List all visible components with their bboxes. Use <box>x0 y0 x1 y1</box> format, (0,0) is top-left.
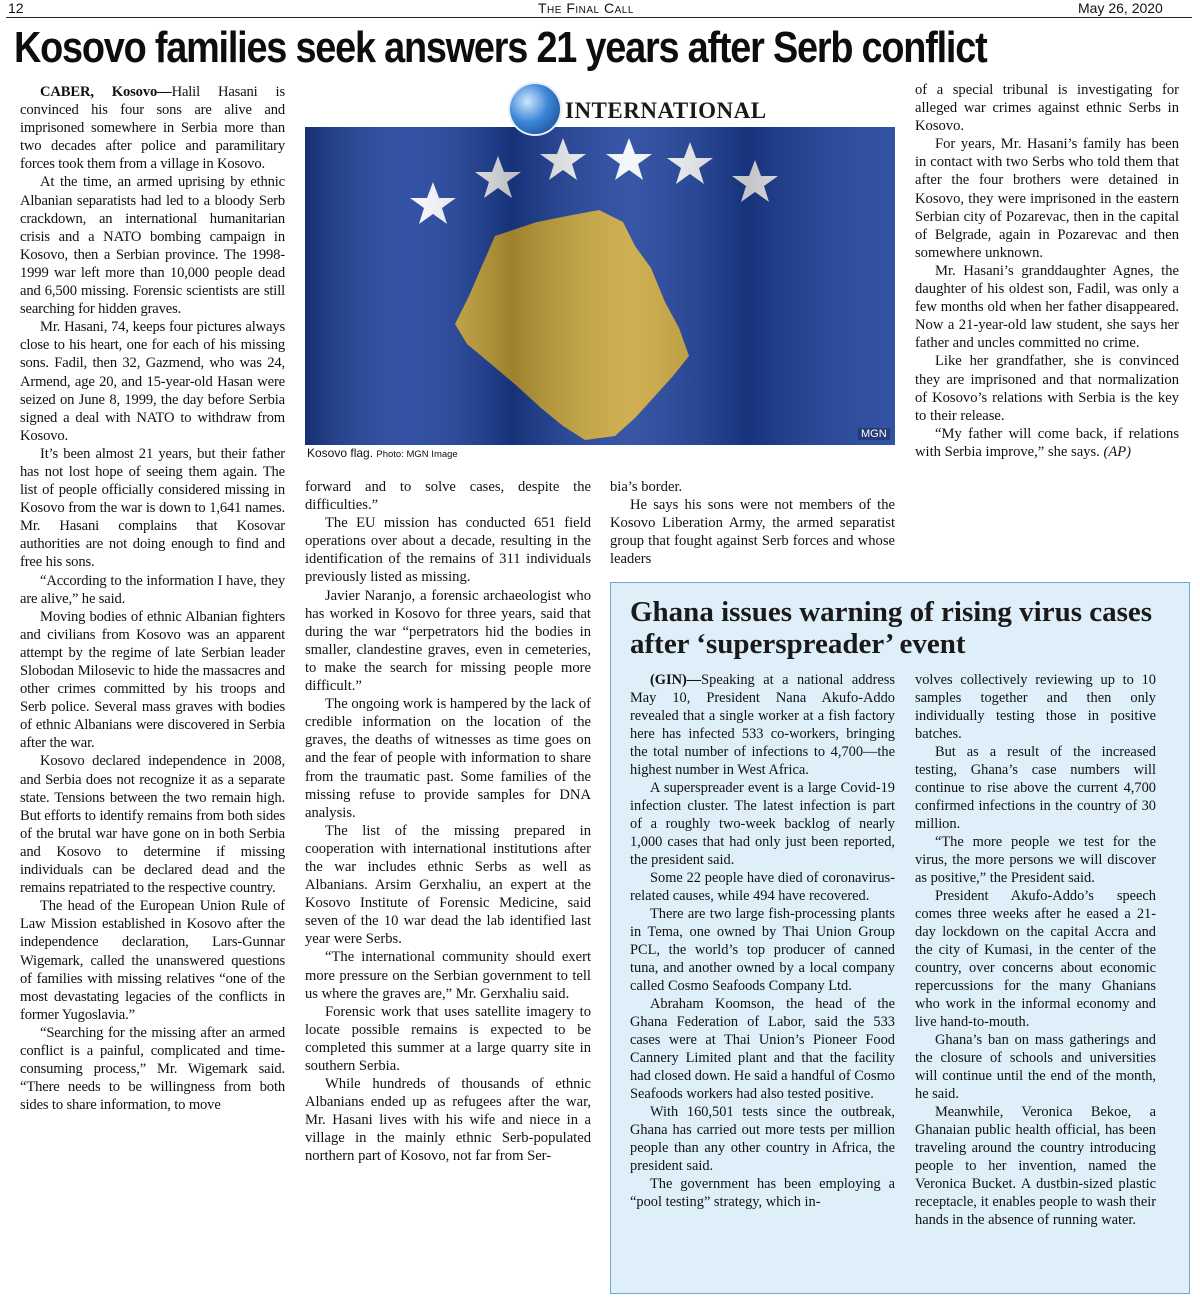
issue-date: May 26, 2020 <box>1078 0 1163 16</box>
dateline: CABER, Kosovo— <box>40 84 172 100</box>
paragraph: “Searching for the missing after an armed conflict is a painful, complicated and time-consuming process,” Mr. Wigemark said. “There needs to be willingness from both sides to share information, to move <box>20 1024 285 1114</box>
paragraph: Mr. Hasani, 74, keeps four pictures always close to his heart, one for each of his missing sons. Fadil, then 32, Gazmend, who was 24, Armend, age 20, and 15-year-old Hasan were seized on June 8, 1999, the day before Serbia signed a deal with NATO to withdraw from Kosovo. <box>20 319 285 444</box>
wire-credit: (AP) <box>1103 443 1132 460</box>
paragraph: Abraham Koomson, the head of the Ghana Federation of Labor, said the 533 cases were at Thai Union’s Pioneer Food Cannery Limited plant and that the facility had closed down. He said a handful of Cosmo Seafoods workers had also tested positive. <box>630 996 895 1102</box>
paragraph: The head of the European Union Rule of Law Mission established in Kosovo after the independence declaration, Lars-Gunnar Wigemark, called the unanswered questions of families with missing relatives “one of the most devastating legacies of the conflicts in former Yugoslavia.” <box>20 898 285 1023</box>
paragraph: Moving bodies of ethnic Albanian fighters and civilians from Kosovo was an apparent attempt by the regime of late Serbian leader Slobodan Milosevic to hide the massacres and other crimes committed by his troops and Serb police. Several mass graves with bodies of ethnic Albanians were discovered in Serbia after the war. <box>20 608 285 752</box>
story1-column-2 <box>305 478 591 1166</box>
paragraph: The government has been employing a “pool testing” strategy, which in- <box>630 1176 895 1210</box>
photo-caption: Kosovo flag. Photo: MGN Image <box>307 446 458 460</box>
paragraph: Ghana’s ban on mass gatherings and the closure of schools and universities will continue until the end of the month, he said. <box>915 1032 1156 1102</box>
flag-illustration <box>305 118 895 445</box>
paragraph: The list of the missing prepared in cooperation with international institutions after the war includes ethnic Serbs as well as Albanians. Arsim Gerxhaliu, an expert at the Kosovo Institute of Forensic Medicine, said seven of the 10 war dead the lab identified last year were Serbs. <box>305 822 591 948</box>
paragraph: of a special tribunal is investigating for alleged war crimes against ethnic Serbs in Kosovo. <box>915 82 1179 135</box>
story2-column-1 <box>630 671 895 1211</box>
fabric-shading <box>305 118 895 445</box>
paragraph: Like her grandfather, she is convinced they are imprisoned and that normalization of Kosovo’s relations with Serbia is the key to their release. <box>915 353 1179 424</box>
paragraph: The ongoing work is hampered by the lack of credible information on the location of the graves, the deaths of witnesses as time goes on and the fear of people with information to share from the traumatic past. Some families of the missing refuse to provide samples for DNA analysis. <box>305 696 591 821</box>
page-number: 12 <box>8 0 24 16</box>
paragraph: There are two large fish-processing plants in Tema, one owned by Thai Union Group PCL, the world’s top producer of canned tuna, and another owned by a local company called Cosmo Seafoods Company Ltd. <box>630 906 895 994</box>
paragraph: President Akufo-Addo’s speech comes three weeks after he eased a 21-day lockdown on the capital Accra and the city of Kumasi, in the center of the country, over concerns about economic repercussions for the many Ghanians who work in the informal economy and live hand-to-mouth. <box>915 888 1156 1030</box>
paragraph: Javier Naranjo, a forensic archaeologist who has worked in Kosovo for three years, said that during the war “perpetrators hid the bodies in smaller, clandestine graves, even in cemeteries, to make the search for missing people more difficult.” <box>305 587 591 695</box>
paragraph: forward and to solve cases, despite the difficulties.” <box>305 479 591 514</box>
paragraph: “The more people we test for the virus, the more persons we will discover as positive,” the President said. <box>915 834 1156 886</box>
paragraph: While hundreds of thousands of ethnic Albanians ended up as refugees after the war, Mr. Hasani lives with his wife and niece in a village in the mainly ethnic Serb-populated northern part of Kosovo, not far from Ser- <box>305 1076 591 1165</box>
paragraph: “My father will come back, if relations with Serbia improve,” she says. (AP) <box>915 425 1179 460</box>
section-label: INTERNATIONAL <box>565 98 767 123</box>
paragraph: But as a result of the increased testing, Ghana’s case numbers will continue to rise above the current 4,700 confirmed infections in the country of 30 million. <box>915 744 1156 832</box>
paragraph: Kosovo declared independence in 2008, and Serbia does not recognize it as a separate state. Tensions between the two remain high. But efforts to identify remains from both sides of the brutal war have gone on in both Serbia and Kosovo to determine if missing individuals can be declared dead and the remains repatriated to the respective country. <box>20 753 285 897</box>
photo-credit: Photo: MGN Image <box>376 449 458 460</box>
paragraph: A superspreader event is a large Covid-19 infection cluster. The latest infection is part of a roughly two-week backlog of nearly 1,000 cases that had only just been reported, the president said. <box>630 780 895 868</box>
dateline: (GIN)— <box>650 672 702 688</box>
publication-name: The Final Call <box>538 0 634 16</box>
lead-paragraph: CABER, Kosovo—Halil Hasani is convinced his four sons are alive and imprisoned somewhere in Serbia more than two decades after police and paramilitary forces took them from a village in Kosovo. <box>20 84 285 173</box>
globe-icon <box>510 84 560 134</box>
main-headline: Kosovo families seek answers 21 years after Serb conflict <box>14 23 987 72</box>
paragraph: He says his sons were not members of the Kosovo Liberation Army, the armed separatist group that fought against Serb forces and whose leaders <box>610 497 895 568</box>
story2-column-2 <box>915 671 1156 1229</box>
ghana-headline: Ghana issues warning of rising virus cases after ‘superspreader’ event <box>630 596 1153 660</box>
lead-paragraph: (GIN)—Speaking at a national address May 10, President Nana Akufo-Addo revealed that a single worker at a fish factory here has infected 533 co-workers, bringing the total number of infections to 4,700—the highest number in West Africa. <box>630 672 895 778</box>
paragraph: “The international community should exert more pressure on the Serbian government to tell us where the graves are,” Mr. Gerxhaliu said. <box>305 949 591 1002</box>
paragraph: bia’s border. <box>610 479 683 495</box>
paragraph: Forensic work that uses satellite imagery to locate possible remains is expected to be completed this summer at a large quarry site in southern Serbia. <box>305 1003 591 1074</box>
paragraph: Meanwhile, Veronica Bekoe, a Ghanaian public health official, has been traveling around the country introducing people to her invention, named the Veronica Bucket. A dustbin-sized plastic receptacle, it enables people to wash their hands in the absence of running water. <box>915 1104 1156 1228</box>
kosovo-flag-photo <box>305 118 895 445</box>
paragraph: Mr. Hasani’s granddaughter Agnes, the daughter of his oldest son, Fadil, was only a few months old when her father disappeared. Now a 21-year-old law student, she says her father and uncles committed no crime. <box>915 262 1179 352</box>
story1-column-4 <box>915 81 1179 461</box>
paragraph: For years, Mr. Hasani’s family has been in contact with two Serbs who told them that after the four brothers were detained in Kosovo, they were imprisoned in the eastern Serbian city of Pozarevac, then in the capital of Belgrade, again in Pozarevac and then somewhere unknown. <box>915 136 1179 261</box>
photo-watermark: MGN <box>858 428 890 440</box>
paragraph: Some 22 people have died of coronavirus-related causes, while 494 have recovered. <box>630 870 895 904</box>
story1-column-1 <box>20 83 285 1114</box>
paragraph: At the time, an armed uprising by ethnic Albanian separatists had led to a bloody Serb crackdown, an international humanitarian crisis and a NATO bombing campaign in Kosovo, then a Serbian province. The 1998-1999 war left more than 10,000 people dead and 6,500 missing. Forensic scientists are still searching for hidden graves. <box>20 174 285 318</box>
paragraph: volves collectively reviewing up to 10 samples together and then only individually testing those in positive batches. <box>915 672 1156 742</box>
paragraph: The EU mission has conducted 651 field operations over about a decade, resulting in the identification of the remains of 311 individuals previously listed as missing. <box>305 515 591 586</box>
paragraph: It’s been almost 21 years, but their father has not lost hope of seeing them again. The list of people officially considered missing in Kosovo from the war is down to 1,641 names. Mr. Hasani complains that Kosovar authorities are not doing enough to find and free his sons. <box>20 445 285 571</box>
paragraph: With 160,501 tests since the outbreak, Ghana has carried out more tests per million people than any other country in Africa, the president said. <box>630 1104 895 1174</box>
folio-rule <box>6 17 1192 18</box>
paragraph: “According to the information I have, they are alive,” he said. <box>20 572 285 607</box>
story1-column-3 <box>610 478 895 568</box>
